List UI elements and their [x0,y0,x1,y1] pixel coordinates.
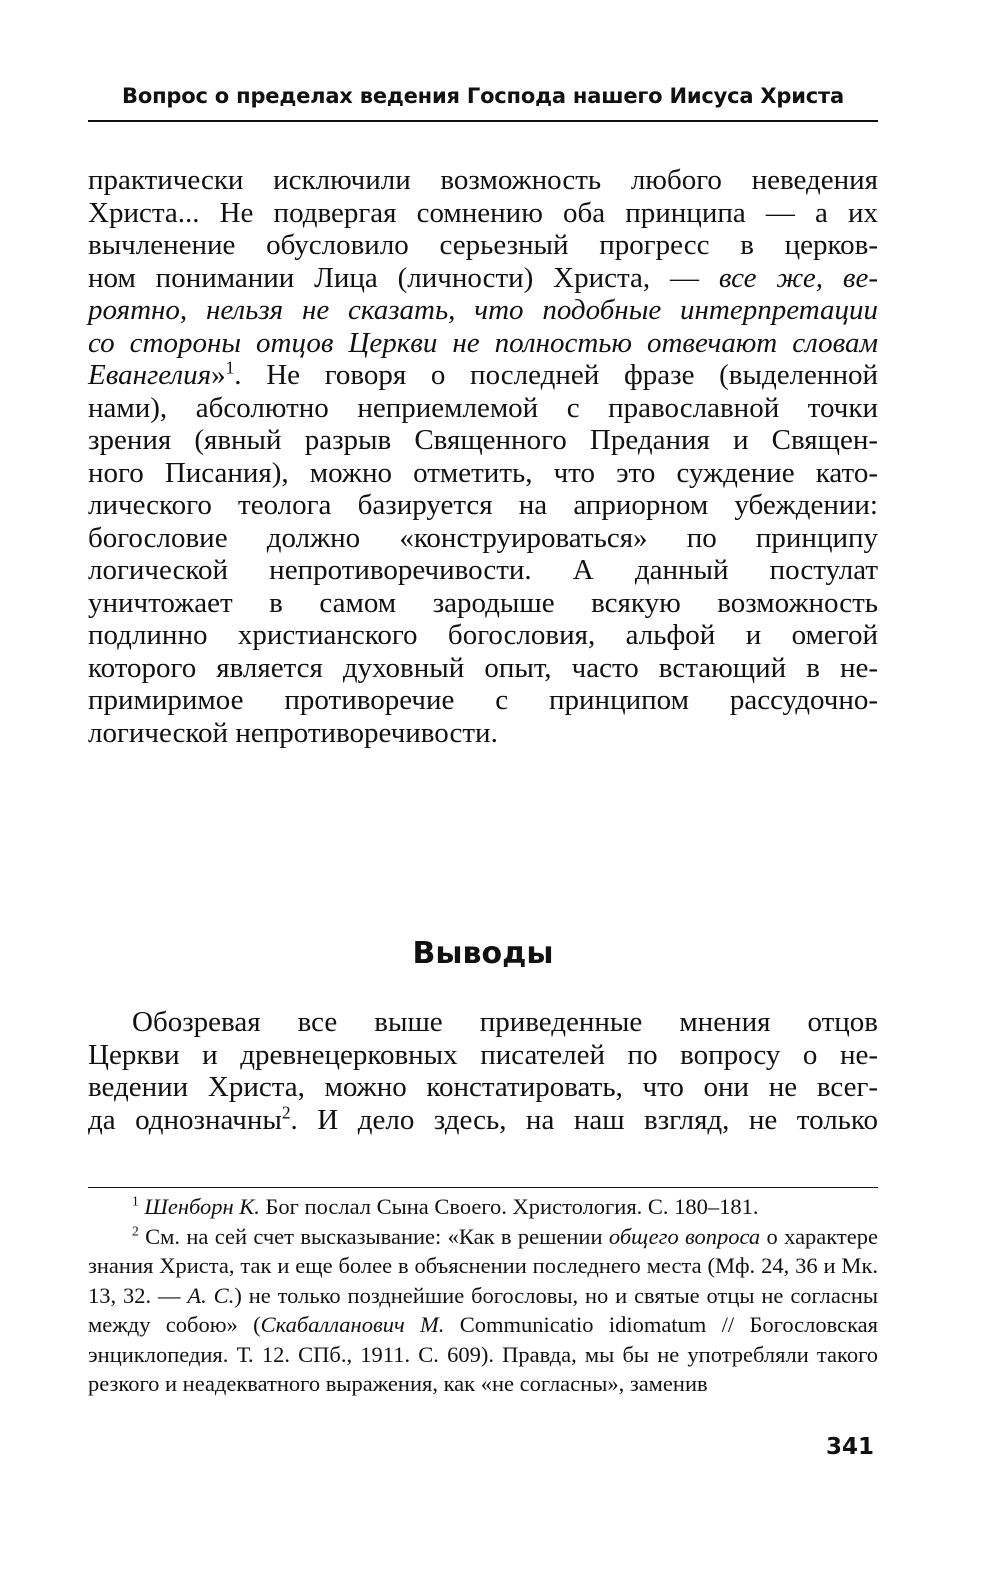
body-paragraph-2 [88,1006,878,1136]
footnote-2 [88,1222,878,1399]
text-fragment: . Не говоря о последней фразе (выделенной [234,359,878,391]
text-line: ведении Христа, можно констатировать, что они не всег- [88,1071,878,1103]
footnote-text: См. на сей счет высказывание: «Как в решении [138,1223,609,1249]
text-line [88,262,878,295]
footnote-text: Бог послал Сына Своего. Христология. С. 180–181. [259,1194,759,1219]
footnote-italic: А. С. [187,1282,235,1308]
footnote-ref-2[interactable]: 2 [281,1101,291,1122]
text-line: практически исключили возможность любого неведения [88,164,878,196]
italic-quote-line: со стороны отцов Церкви не полностью отвечают словам [88,326,878,359]
text-line: уничтожает в самом зародыше всякую возможность [88,586,878,619]
section-heading: Выводы [412,936,554,971]
text-line: логической непротиворечивости. [88,716,498,749]
footnote-author: Скабалланович М. [260,1312,445,1337]
page-number: 341 [825,1434,874,1460]
header-rule [88,120,878,122]
footnote-text: о характере знания Христа, так и еще более в объяснении последнего места (Мф. 24, 36 и Мк. 13, 32. — [88,1223,878,1308]
footnote-author: Шенборн К. [144,1194,260,1219]
text-line: подлинно христианского богословия, альфой и омегой [88,619,878,651]
text-line: ного Писания), можно отметить, что это суждение като- [88,456,878,489]
footnote-text: Communicatio idiomatum // Богословская энциклопедия. Т. 12. СПб., 1911. С. 609). Правда, мы бы не употребляли такого резкого и неадекватного выражения, как «не согласны», заменив [88,1312,878,1396]
footnote-1 [88,1192,878,1222]
footnote-italic: общего вопроса [608,1223,761,1249]
body-paragraph-1 [88,164,878,749]
text-fragment: . И дело здесь, на наш взгляд, не только [290,1103,879,1136]
text-line: которого является духовный опыт, часто встающий в не- [88,651,878,684]
running-head-title: Вопрос о пределах ведения Господа нашего Иисуса Христа [122,84,844,108]
footnote-mark: 2 [132,1223,139,1238]
italic-quote-fragment: все же, ве- [718,261,878,294]
text-line: зрения (явный разрыв Священного Предания и Священ- [88,424,878,456]
footnote-rule [88,1187,878,1188]
text-fragment: да однозначны [88,1103,282,1136]
footnotes [88,1192,878,1399]
text-line: вычленение обусловило серьезный прогресс в церков- [88,229,878,261]
text-line [88,1101,879,1137]
text-line: примиримое противоречие с принципом рассудочно- [88,684,878,716]
text-line: Церкви и древнецерковных писателей по вопросу о не- [88,1038,878,1071]
text-line [88,359,878,392]
closing-quote: » [211,359,226,391]
text-line: Христа... Не подвергая сомнению оба принципа — а их [88,196,878,229]
text-line: лического теолога базируется на априорном убеждении: [88,489,878,521]
text-fragment: ном понимании Лица (личности) Христа, — [88,261,719,294]
footnote-mark: 1 [132,1193,139,1209]
text-line: нами), абсолютно неприемлемой с православной точки [88,391,878,424]
footnote-text: ) не только позднейшие богословы, но и святые отцы не согласны между собою» ( [88,1282,878,1337]
text-line: богословие должно «конструироваться» по принципу [88,521,878,554]
footnote-ref-1[interactable]: 1 [225,357,235,378]
italic-quote-fragment: Евангелия [88,359,212,391]
italic-quote-line: роятно, нельзя не сказать, что подобные интерпретации [88,294,878,326]
text-line: логической непротиворечивости. А данный постулат [88,554,878,586]
text-line: Обозревая все выше приведенные мнения отцов [132,1006,878,1038]
